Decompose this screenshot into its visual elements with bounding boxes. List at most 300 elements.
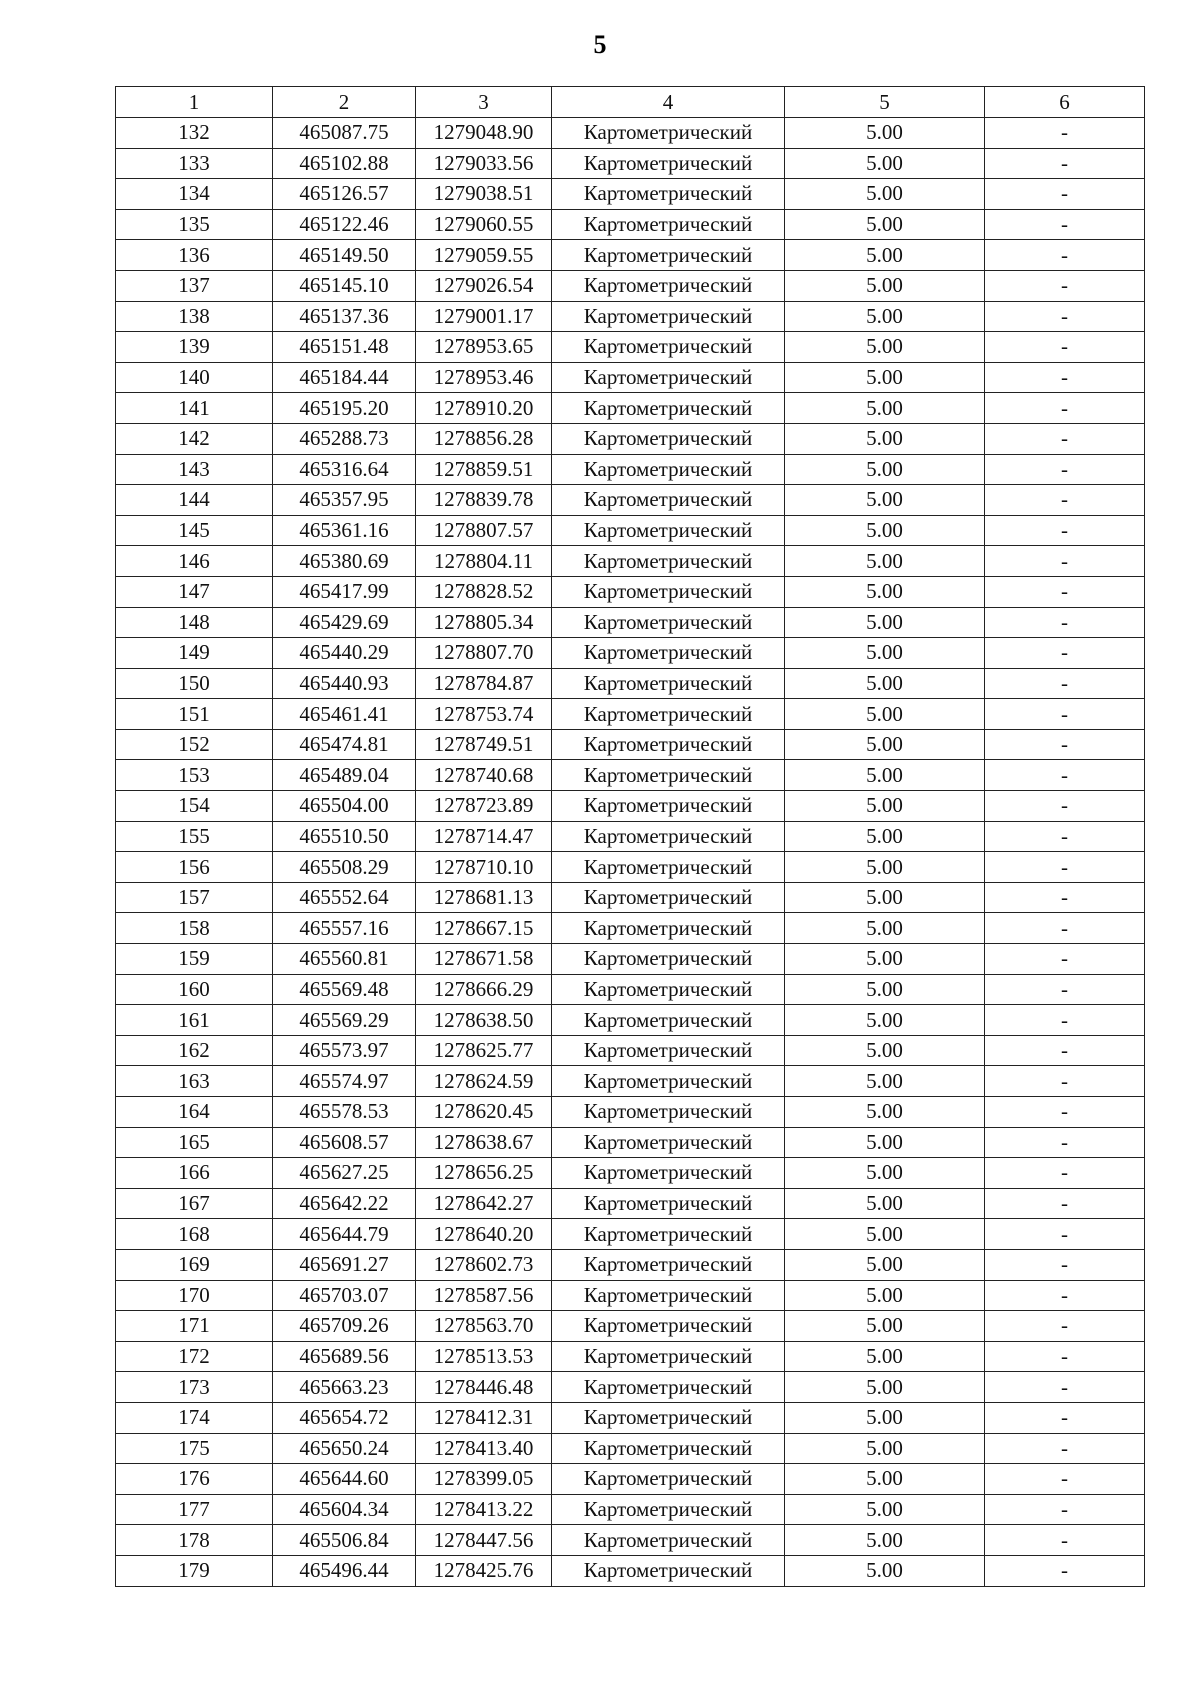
table-row [116,1249,1145,1280]
x-coordinate-cell: 465506.84 [273,1525,416,1556]
note-cell: - [985,638,1145,669]
point-number-cell: 170 [116,1280,273,1311]
point-number-cell: 167 [116,1188,273,1219]
note-cell: - [985,1249,1145,1280]
y-coordinate-cell: 1278587.56 [416,1280,552,1311]
y-coordinate-cell: 1278859.51 [416,454,552,485]
method-cell: Картометрический [552,1005,785,1036]
x-coordinate-cell: 465440.93 [273,668,416,699]
note-cell: - [985,1525,1145,1556]
point-number-cell: 144 [116,485,273,516]
x-coordinate-cell: 465663.23 [273,1372,416,1403]
point-number-cell: 136 [116,240,273,271]
point-number-cell: 178 [116,1525,273,1556]
note-cell: - [985,944,1145,975]
accuracy-cell: 5.00 [785,1341,985,1372]
table-row [116,1097,1145,1128]
method-cell: Картометрический [552,332,785,363]
table-row [116,1494,1145,1525]
method-cell: Картометрический [552,1402,785,1433]
header-cell-2: 2 [273,87,416,118]
accuracy-cell: 5.00 [785,1219,985,1250]
table-row [116,179,1145,210]
method-cell: Картометрический [552,1525,785,1556]
method-cell: Картометрический [552,1035,785,1066]
x-coordinate-cell: 465604.34 [273,1494,416,1525]
table-row [116,485,1145,516]
x-coordinate-cell: 465510.50 [273,821,416,852]
note-cell: - [985,454,1145,485]
table-row [116,1066,1145,1097]
point-number-cell: 174 [116,1402,273,1433]
table-row [116,760,1145,791]
method-cell: Картометрический [552,1127,785,1158]
accuracy-cell: 5.00 [785,638,985,669]
table-row [116,944,1145,975]
x-coordinate-cell: 465461.41 [273,699,416,730]
y-coordinate-cell: 1278714.47 [416,821,552,852]
point-number-cell: 158 [116,913,273,944]
accuracy-cell: 5.00 [785,791,985,822]
note-cell: - [985,821,1145,852]
method-cell: Картометрический [552,729,785,760]
x-coordinate-cell: 465569.29 [273,1005,416,1036]
accuracy-cell: 5.00 [785,882,985,913]
table-row [116,1402,1145,1433]
x-coordinate-cell: 465380.69 [273,546,416,577]
method-cell: Картометрический [552,607,785,638]
note-cell: - [985,423,1145,454]
point-number-cell: 156 [116,852,273,883]
y-coordinate-cell: 1278666.29 [416,974,552,1005]
table-row [116,515,1145,546]
note-cell: - [985,546,1145,577]
point-number-cell: 159 [116,944,273,975]
accuracy-cell: 5.00 [785,454,985,485]
method-cell: Картометрический [552,423,785,454]
y-coordinate-cell: 1278805.34 [416,607,552,638]
method-cell: Картометрический [552,852,785,883]
accuracy-cell: 5.00 [785,485,985,516]
method-cell: Картометрический [552,546,785,577]
y-coordinate-cell: 1278425.76 [416,1555,552,1586]
table-row [116,454,1145,485]
x-coordinate-cell: 465145.10 [273,270,416,301]
x-coordinate-cell: 465574.97 [273,1066,416,1097]
y-coordinate-cell: 1278513.53 [416,1341,552,1372]
note-cell: - [985,1280,1145,1311]
method-cell: Картометрический [552,1280,785,1311]
note-cell: - [985,1311,1145,1342]
y-coordinate-cell: 1278953.65 [416,332,552,363]
point-number-cell: 147 [116,576,273,607]
note-cell: - [985,332,1145,363]
x-coordinate-cell: 465608.57 [273,1127,416,1158]
note-cell: - [985,240,1145,271]
accuracy-cell: 5.00 [785,576,985,607]
x-coordinate-cell: 465087.75 [273,118,416,149]
method-cell: Картометрический [552,1158,785,1189]
method-cell: Картометрический [552,1555,785,1586]
note-cell: - [985,576,1145,607]
method-cell: Картометрический [552,148,785,179]
y-coordinate-cell: 1278624.59 [416,1066,552,1097]
note-cell: - [985,1372,1145,1403]
method-cell: Картометрический [552,1341,785,1372]
method-cell: Картометрический [552,362,785,393]
y-coordinate-cell: 1279001.17 [416,301,552,332]
point-number-cell: 177 [116,1494,273,1525]
x-coordinate-cell: 465137.36 [273,301,416,332]
y-coordinate-cell: 1278953.46 [416,362,552,393]
y-coordinate-cell: 1278749.51 [416,729,552,760]
x-coordinate-cell: 465552.64 [273,882,416,913]
method-cell: Картометрический [552,1372,785,1403]
method-cell: Картометрический [552,1219,785,1250]
page-number: 5 [593,30,607,59]
point-number-cell: 138 [116,301,273,332]
table-row [116,913,1145,944]
note-cell: - [985,1035,1145,1066]
method-cell: Картометрический [552,821,785,852]
point-number-cell: 141 [116,393,273,424]
table-header [116,87,1145,118]
y-coordinate-cell: 1278625.77 [416,1035,552,1066]
y-coordinate-cell: 1278671.58 [416,944,552,975]
point-number-cell: 153 [116,760,273,791]
table-row [116,882,1145,913]
method-cell: Картометрический [552,240,785,271]
y-coordinate-cell: 1278399.05 [416,1464,552,1495]
note-cell: - [985,362,1145,393]
point-number-cell: 155 [116,821,273,852]
point-number-cell: 160 [116,974,273,1005]
note-cell: - [985,148,1145,179]
method-cell: Картометрический [552,576,785,607]
table-body [116,118,1145,1587]
x-coordinate-cell: 465573.97 [273,1035,416,1066]
point-number-cell: 148 [116,607,273,638]
table-row [116,1127,1145,1158]
y-coordinate-cell: 1278620.45 [416,1097,552,1128]
x-coordinate-cell: 465288.73 [273,423,416,454]
point-number-cell: 164 [116,1097,273,1128]
table-row [116,1525,1145,1556]
table-row [116,699,1145,730]
accuracy-cell: 5.00 [785,270,985,301]
y-coordinate-cell: 1279060.55 [416,209,552,240]
accuracy-cell: 5.00 [785,1127,985,1158]
method-cell: Картометрический [552,1494,785,1525]
accuracy-cell: 5.00 [785,1402,985,1433]
note-cell: - [985,607,1145,638]
y-coordinate-cell: 1278563.70 [416,1311,552,1342]
method-cell: Картометрический [552,179,785,210]
accuracy-cell: 5.00 [785,729,985,760]
table-row [116,1341,1145,1372]
note-cell: - [985,974,1145,1005]
table-row [116,576,1145,607]
point-number-cell: 172 [116,1341,273,1372]
point-number-cell: 152 [116,729,273,760]
y-coordinate-cell: 1278910.20 [416,393,552,424]
accuracy-cell: 5.00 [785,974,985,1005]
table-row [116,1311,1145,1342]
y-coordinate-cell: 1278667.15 [416,913,552,944]
y-coordinate-cell: 1278681.13 [416,882,552,913]
x-coordinate-cell: 465357.95 [273,485,416,516]
point-number-cell: 163 [116,1066,273,1097]
y-coordinate-cell: 1278446.48 [416,1372,552,1403]
accuracy-cell: 5.00 [785,546,985,577]
accuracy-cell: 5.00 [785,1494,985,1525]
point-number-cell: 154 [116,791,273,822]
point-number-cell: 133 [116,148,273,179]
method-cell: Картометрический [552,1097,785,1128]
table-row [116,852,1145,883]
accuracy-cell: 5.00 [785,1035,985,1066]
x-coordinate-cell: 465642.22 [273,1188,416,1219]
table-row [116,1555,1145,1586]
accuracy-cell: 5.00 [785,148,985,179]
table-row [116,148,1145,179]
note-cell: - [985,1433,1145,1464]
y-coordinate-cell: 1278638.67 [416,1127,552,1158]
table-row [116,270,1145,301]
point-number-cell: 175 [116,1433,273,1464]
table-row [116,1158,1145,1189]
accuracy-cell: 5.00 [785,1188,985,1219]
note-cell: - [985,1158,1145,1189]
table-row [116,362,1145,393]
accuracy-cell: 5.00 [785,668,985,699]
y-coordinate-cell: 1278807.70 [416,638,552,669]
y-coordinate-cell: 1278856.28 [416,423,552,454]
accuracy-cell: 5.00 [785,515,985,546]
table-row [116,393,1145,424]
x-coordinate-cell: 465703.07 [273,1280,416,1311]
accuracy-cell: 5.00 [785,1555,985,1586]
x-coordinate-cell: 465496.44 [273,1555,416,1586]
point-number-cell: 142 [116,423,273,454]
y-coordinate-cell: 1278740.68 [416,760,552,791]
header-cell-3: 3 [416,87,552,118]
table-row [116,1372,1145,1403]
y-coordinate-cell: 1278723.89 [416,791,552,822]
point-number-cell: 134 [116,179,273,210]
x-coordinate-cell: 465709.26 [273,1311,416,1342]
point-number-cell: 140 [116,362,273,393]
method-cell: Картометрический [552,515,785,546]
y-coordinate-cell: 1279033.56 [416,148,552,179]
x-coordinate-cell: 465184.44 [273,362,416,393]
y-coordinate-cell: 1278784.87 [416,668,552,699]
accuracy-cell: 5.00 [785,760,985,791]
accuracy-cell: 5.00 [785,240,985,271]
note-cell: - [985,699,1145,730]
note-cell: - [985,1066,1145,1097]
point-number-cell: 151 [116,699,273,730]
note-cell: - [985,760,1145,791]
x-coordinate-cell: 465126.57 [273,179,416,210]
note-cell: - [985,1127,1145,1158]
note-cell: - [985,913,1145,944]
y-coordinate-cell: 1278828.52 [416,576,552,607]
point-number-cell: 146 [116,546,273,577]
point-number-cell: 145 [116,515,273,546]
point-number-cell: 143 [116,454,273,485]
note-cell: - [985,791,1145,822]
method-cell: Картометрический [552,1249,785,1280]
note-cell: - [985,852,1145,883]
method-cell: Картометрический [552,1311,785,1342]
accuracy-cell: 5.00 [785,209,985,240]
point-number-cell: 173 [116,1372,273,1403]
x-coordinate-cell: 465440.29 [273,638,416,669]
x-coordinate-cell: 465504.00 [273,791,416,822]
accuracy-cell: 5.00 [785,362,985,393]
accuracy-cell: 5.00 [785,1311,985,1342]
x-coordinate-cell: 465361.16 [273,515,416,546]
y-coordinate-cell: 1278642.27 [416,1188,552,1219]
x-coordinate-cell: 465102.88 [273,148,416,179]
method-cell: Картометрический [552,974,785,1005]
point-number-cell: 162 [116,1035,273,1066]
method-cell: Картометрический [552,1066,785,1097]
point-number-cell: 166 [116,1158,273,1189]
table-row [116,729,1145,760]
accuracy-cell: 5.00 [785,332,985,363]
header-cell-5: 5 [785,87,985,118]
table-row [116,607,1145,638]
y-coordinate-cell: 1278710.10 [416,852,552,883]
note-cell: - [985,118,1145,149]
y-coordinate-cell: 1278656.25 [416,1158,552,1189]
table-row [116,118,1145,149]
method-cell: Картометрический [552,301,785,332]
method-cell: Картометрический [552,118,785,149]
point-number-cell: 137 [116,270,273,301]
method-cell: Картометрический [552,944,785,975]
method-cell: Картометрический [552,638,785,669]
note-cell: - [985,209,1145,240]
table-row [116,1035,1145,1066]
point-number-cell: 135 [116,209,273,240]
accuracy-cell: 5.00 [785,301,985,332]
table-row [116,423,1145,454]
x-coordinate-cell: 465474.81 [273,729,416,760]
accuracy-cell: 5.00 [785,699,985,730]
method-cell: Картометрический [552,454,785,485]
method-cell: Картометрический [552,209,785,240]
method-cell: Картометрический [552,393,785,424]
point-number-cell: 132 [116,118,273,149]
table-row [116,301,1145,332]
note-cell: - [985,1464,1145,1495]
x-coordinate-cell: 465691.27 [273,1249,416,1280]
note-cell: - [985,1219,1145,1250]
table-row [116,821,1145,852]
y-coordinate-cell: 1278839.78 [416,485,552,516]
x-coordinate-cell: 465654.72 [273,1402,416,1433]
x-coordinate-cell: 465560.81 [273,944,416,975]
method-cell: Картометрический [552,791,785,822]
x-coordinate-cell: 465578.53 [273,1097,416,1128]
point-number-cell: 139 [116,332,273,363]
accuracy-cell: 5.00 [785,1066,985,1097]
table-row [116,332,1145,363]
accuracy-cell: 5.00 [785,1280,985,1311]
header-cell-1: 1 [116,87,273,118]
x-coordinate-cell: 465429.69 [273,607,416,638]
note-cell: - [985,515,1145,546]
x-coordinate-cell: 465627.25 [273,1158,416,1189]
method-cell: Картометрический [552,699,785,730]
method-cell: Картометрический [552,882,785,913]
point-number-cell: 149 [116,638,273,669]
y-coordinate-cell: 1278413.22 [416,1494,552,1525]
header-row [116,87,1145,118]
table-row [116,668,1145,699]
accuracy-cell: 5.00 [785,607,985,638]
note-cell: - [985,270,1145,301]
accuracy-cell: 5.00 [785,423,985,454]
note-cell: - [985,1494,1145,1525]
note-cell: - [985,729,1145,760]
note-cell: - [985,301,1145,332]
note-cell: - [985,1097,1145,1128]
x-coordinate-cell: 465489.04 [273,760,416,791]
accuracy-cell: 5.00 [785,1158,985,1189]
point-number-cell: 176 [116,1464,273,1495]
table-row [116,1005,1145,1036]
accuracy-cell: 5.00 [785,1464,985,1495]
y-coordinate-cell: 1278804.11 [416,546,552,577]
point-number-cell: 150 [116,668,273,699]
accuracy-cell: 5.00 [785,821,985,852]
x-coordinate-cell: 465195.20 [273,393,416,424]
x-coordinate-cell: 465644.79 [273,1219,416,1250]
x-coordinate-cell: 465689.56 [273,1341,416,1372]
y-coordinate-cell: 1279048.90 [416,118,552,149]
accuracy-cell: 5.00 [785,1372,985,1403]
note-cell: - [985,1402,1145,1433]
header-cell-6: 6 [985,87,1145,118]
x-coordinate-cell: 465557.16 [273,913,416,944]
accuracy-cell: 5.00 [785,852,985,883]
table-row [116,791,1145,822]
method-cell: Картометрический [552,913,785,944]
point-number-cell: 161 [116,1005,273,1036]
header-cell-4: 4 [552,87,785,118]
y-coordinate-cell: 1278753.74 [416,699,552,730]
method-cell: Картометрический [552,1188,785,1219]
x-coordinate-cell: 465508.29 [273,852,416,883]
note-cell: - [985,393,1145,424]
accuracy-cell: 5.00 [785,1097,985,1128]
x-coordinate-cell: 465650.24 [273,1433,416,1464]
note-cell: - [985,882,1145,913]
method-cell: Картометрический [552,1464,785,1495]
accuracy-cell: 5.00 [785,393,985,424]
x-coordinate-cell: 465151.48 [273,332,416,363]
note-cell: - [985,668,1145,699]
point-number-cell: 179 [116,1555,273,1586]
y-coordinate-cell: 1278638.50 [416,1005,552,1036]
x-coordinate-cell: 465644.60 [273,1464,416,1495]
note-cell: - [985,1341,1145,1372]
note-cell: - [985,1188,1145,1219]
